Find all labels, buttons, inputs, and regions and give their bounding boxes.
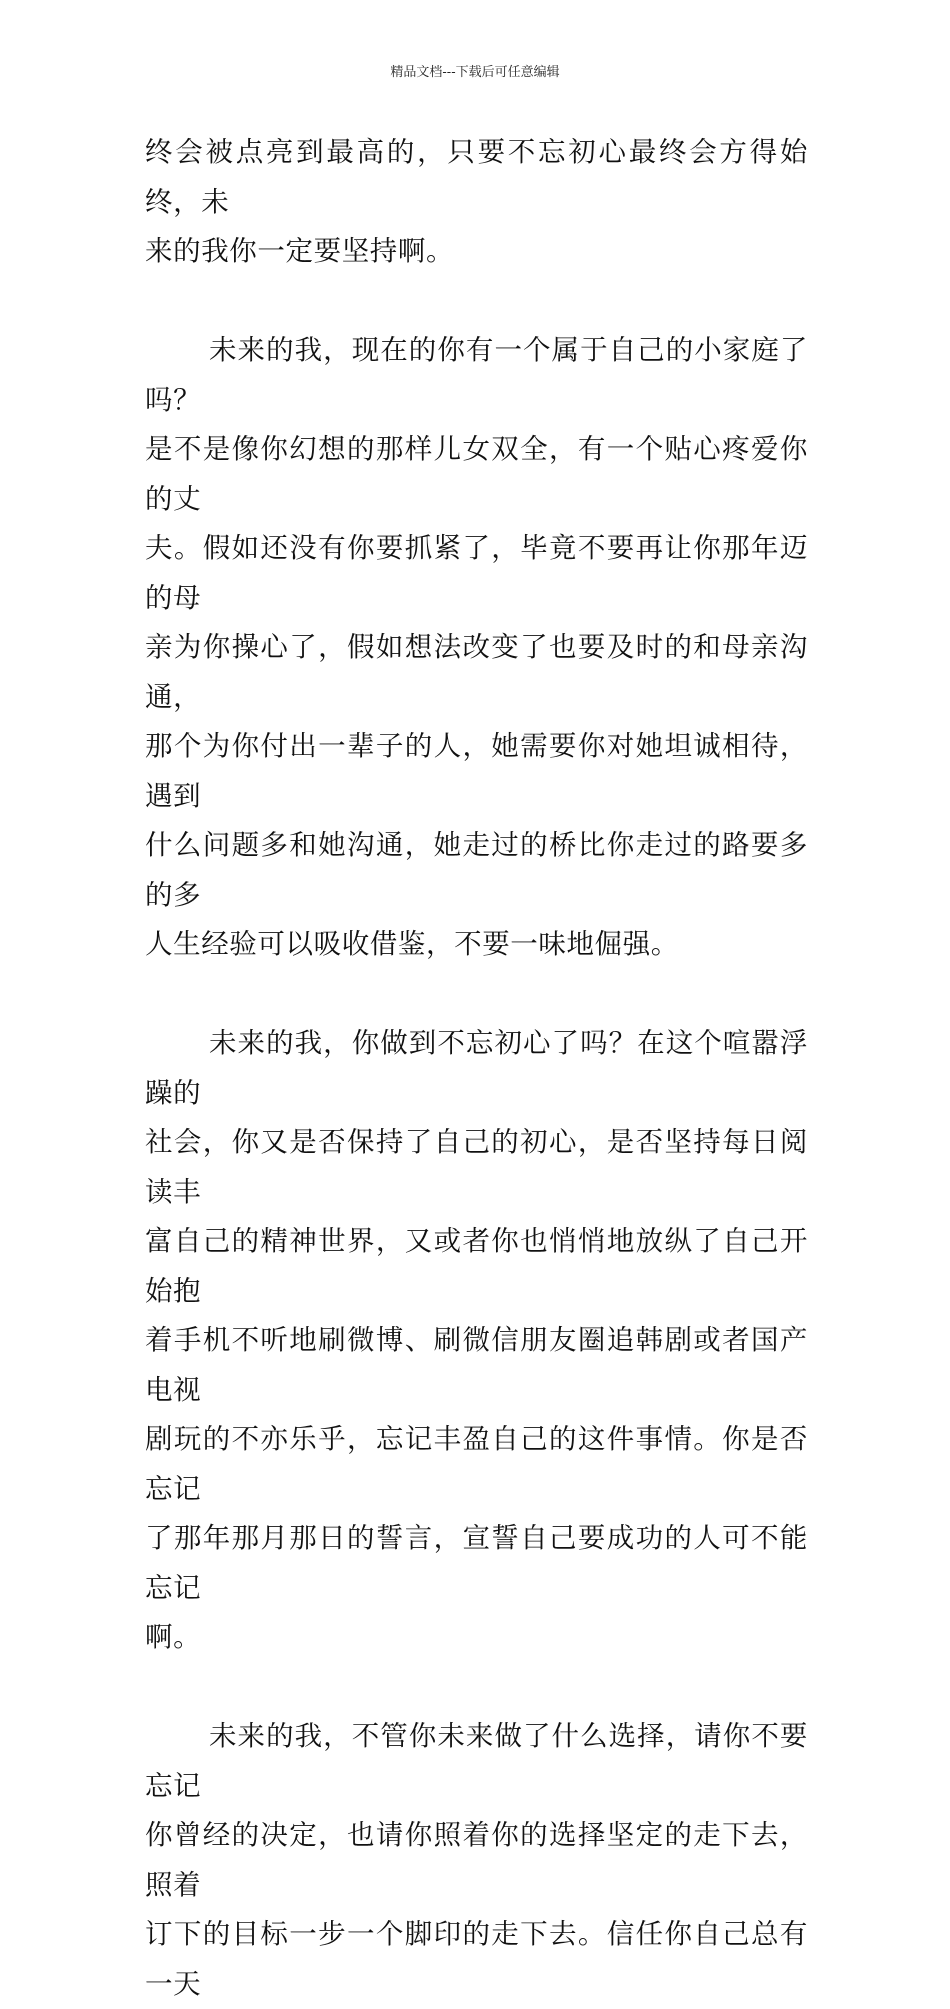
paragraph-gap xyxy=(145,277,808,327)
paragraph-3: 未来的我，你做到不忘初心了吗？在这个喧嚣浮躁的 社会，你又是否保持了自己的初心，是否坚持每日阅读丰 富自己的精神世界，又或者你也悄悄地放纵了自己开始抱 着手机不听地刷微博、刷微信朋友圈追韩剧或者国产电视 剧玩的不亦乐乎，忘记丰盈自己的这件事情。你是否忘记 了那年那月那日的誓言，宣誓自己要成功的人可不能忘记 啊。 xyxy=(145,1027,808,1653)
page-header: 精品文档---下载后可任意编辑 xyxy=(390,65,560,80)
document-body xyxy=(145,128,808,2009)
paragraph-gap xyxy=(145,970,808,1020)
paragraph-4: 未来的我，不管你未来做了什么选择，请你不要忘记 你曾经的决定，也请你照着你的选择坚定的走下去，照着 订下的目标一步一个脚印的走下去。信任你自己总有一天 xyxy=(145,1720,808,2000)
paragraph-2: 未来的我，现在的你有一个属于自己的小家庭了吗？ 是不是像你幻想的那样儿女双全，有一个贴心疼爱你的丈 夫。假如还没有你要抓紧了，毕竟不要再让你那年迈的母 亲为你操心了，假如想法改变了也要及时的和母亲沟通， 那个为你付出一辈子的人，她需要你对她坦诚相待，遇到 什么问题多和她沟通，她走过的桥比你走过的路要多的多 人生经验可以吸收借鉴，不要一味地倔强。 xyxy=(145,334,808,960)
paragraph-1: 终会被点亮到最高的，只要不忘初心最终会方得始终，未 来的我你一定要坚持啊。 xyxy=(145,136,808,267)
paragraph-gap xyxy=(145,1663,808,1713)
